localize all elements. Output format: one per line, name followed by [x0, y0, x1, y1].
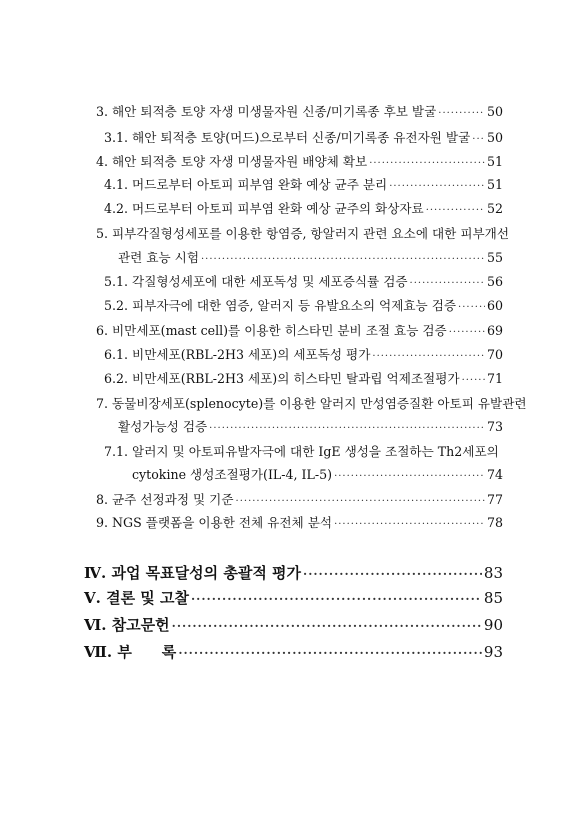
toc-page-number: 55 — [486, 250, 503, 265]
toc-page-number: 93 — [483, 643, 503, 661]
toc-dot-leader — [236, 493, 485, 511]
toc-entry — [96, 103, 503, 123]
toc-entry — [96, 153, 503, 173]
toc-entry — [84, 615, 503, 636]
toc-entry-title: 5.2. 피부자극에 대한 염증, 알러지 등 유발요소의 억제효능 검증 — [104, 298, 457, 313]
toc-entry-title: 6.1. 비만세포(RBL-2H3 세포)의 세포독성 평가 — [104, 347, 371, 362]
toc-entry-title: Ⅶ. 부 록 — [84, 643, 177, 661]
toc-page-number: 83 — [483, 564, 503, 582]
toc-entry-title: 4. 해안 퇴적층 토양 자생 미생물자원 배양체 확보 — [96, 154, 368, 169]
toc-entry — [96, 491, 503, 511]
toc-entry — [96, 395, 527, 413]
toc-dot-leader — [303, 564, 482, 584]
toc-entry — [118, 249, 503, 269]
toc-entry-title: 4.1. 머드로부터 아토피 피부염 완화 예상 균주 분리 — [104, 177, 388, 192]
toc-entry-title: 3.1. 해안 퇴적층 토양(머드)으로부터 신종/미기록종 유전자원 발굴 — [104, 130, 471, 145]
toc-page-number: 69 — [486, 323, 503, 338]
toc-entry — [84, 563, 503, 584]
toc-dot-leader — [462, 372, 485, 390]
toc-entry-title: Ⅴ. 결론 및 고찰 — [84, 589, 189, 607]
toc-entry — [96, 322, 503, 342]
toc-entry-title: 7.1. 알러지 및 아토피유발자극에 대한 IgE 생성을 조절하는 Th2세포의 — [104, 444, 499, 459]
toc-entry-title: Ⅳ. 과업 목표달성의 총괄적 평가 — [84, 564, 302, 582]
toc-entry — [84, 588, 503, 609]
toc-entry-title: Ⅵ. 참고문헌 — [84, 616, 170, 634]
toc-entry-title: 3. 해안 퇴적층 토양 자생 미생물자원 신종/미기록종 후보 발굴 — [96, 104, 437, 119]
toc-dot-leader — [438, 105, 485, 123]
toc-entry — [104, 370, 503, 390]
toc-dot-leader — [372, 348, 485, 366]
toc-page-number: 51 — [486, 154, 503, 169]
toc-dot-leader — [369, 155, 485, 173]
toc-entry — [84, 642, 503, 663]
toc-dot-leader — [191, 589, 482, 609]
toc-entry-title: 7. 동물비장세포(splenocyte)를 이용한 알러지 만성염증질환 아토피 유발관련 — [96, 396, 527, 411]
toc-entry-title: 5. 피부각질형성세포를 이용한 항염증, 항알러지 관련 요소에 대한 피부개선 — [96, 226, 510, 241]
toc-entry — [104, 129, 503, 149]
toc-dot-leader — [334, 516, 485, 534]
toc-dot-leader — [172, 616, 482, 636]
toc-dot-leader — [426, 202, 485, 220]
toc-entry-title: 4.2. 머드로부터 아토피 피부염 완화 예상 균주의 화상자료 — [104, 201, 424, 216]
toc-entry-title: 8. 균주 선정과정 및 기준 — [96, 492, 234, 507]
toc-entry — [104, 297, 503, 317]
toc-entry — [118, 418, 503, 438]
toc-page-number: 85 — [483, 589, 503, 607]
toc-dot-leader — [449, 324, 485, 342]
toc-entry — [104, 176, 503, 196]
toc-entry — [104, 273, 503, 293]
toc-dot-leader — [410, 275, 485, 293]
toc-dot-leader — [472, 131, 485, 149]
toc-page-number: 70 — [486, 347, 503, 362]
toc-entry-title: 6.2. 비만세포(RBL-2H3 세포)의 히스타민 탈과립 억제조절평가 — [104, 371, 460, 386]
toc-dot-leader — [201, 251, 485, 269]
toc-page-number: 73 — [486, 419, 503, 434]
toc-dot-leader — [334, 468, 485, 486]
toc-dot-leader — [178, 643, 482, 663]
toc-entry — [96, 225, 510, 243]
toc-page-number: 78 — [486, 515, 503, 530]
toc-page-number: 71 — [486, 371, 503, 386]
toc-entry — [104, 346, 503, 366]
toc-entry — [104, 200, 503, 220]
toc-page-number: 77 — [486, 492, 503, 507]
toc-entry — [104, 443, 503, 461]
toc-dot-leader — [458, 299, 485, 317]
toc-entry — [132, 466, 503, 486]
toc-entry-title: 9. NGS 플랫폼을 이용한 전체 유전체 분석 — [96, 515, 333, 530]
toc-dot-leader — [389, 178, 485, 196]
toc-page-number: 50 — [486, 130, 503, 145]
toc-page-number: 60 — [486, 298, 503, 313]
toc-page-number: 74 — [486, 467, 503, 482]
toc-page-number: 90 — [483, 616, 503, 634]
toc-entry-title: 관련 효능 시험 — [118, 250, 199, 265]
toc-entry-title: 6. 비만세포(mast cell)를 이용한 히스타민 분비 조절 효능 검증 — [96, 323, 447, 338]
toc-entry — [96, 514, 503, 534]
toc-entry-title: cytokine 생성조절평가(IL-4, IL-5) — [132, 467, 333, 482]
toc-page-number: 50 — [486, 104, 503, 119]
toc-entry-title: 5.1. 각질형성세포에 대한 세포독성 및 세포증식률 검증 — [104, 274, 408, 289]
toc-page-number: 51 — [486, 177, 503, 192]
toc-entry-title: 활성가능성 검증 — [118, 419, 208, 434]
toc-page-number: 52 — [486, 201, 503, 216]
toc-page-number: 56 — [486, 274, 503, 289]
toc-dot-leader — [209, 420, 485, 438]
